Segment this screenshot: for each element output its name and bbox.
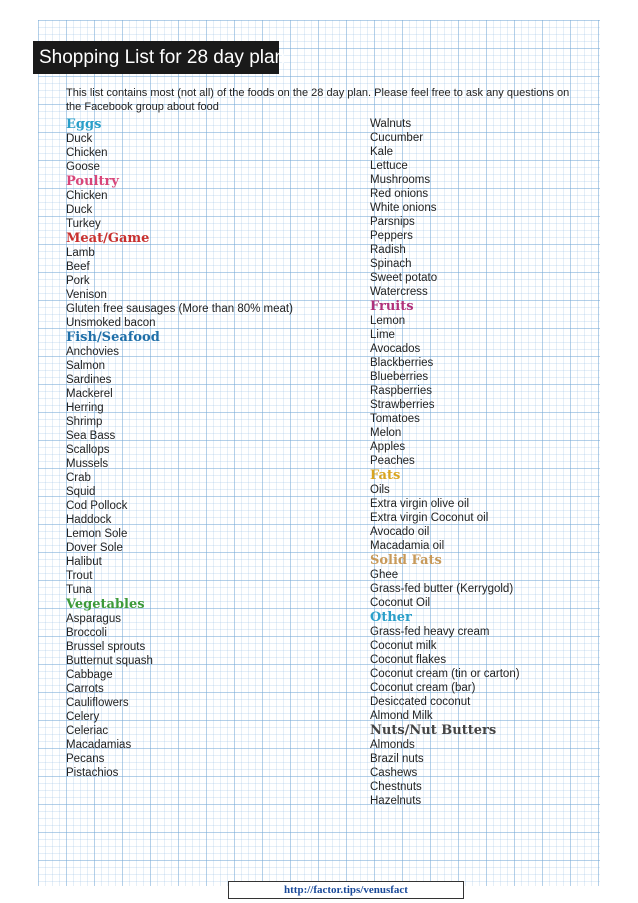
list-item: Parsnips [370, 216, 415, 228]
page-title: Shopping List for 28 day plan [33, 41, 279, 74]
list-item: Lemon [370, 315, 406, 327]
list-item: Turkey [66, 218, 101, 230]
list-item: Pork [66, 275, 90, 287]
list-item: Coconut flakes [370, 654, 447, 666]
left-column [66, 117, 346, 780]
list-item: Halibut [66, 556, 102, 568]
list-item: Lettuce [370, 160, 408, 172]
list-item: Grass-fed butter (Kerrygold) [370, 583, 514, 595]
list-item: Strawberries [370, 399, 435, 411]
list-item: Tuna [66, 584, 92, 596]
list-item: Scallops [66, 444, 110, 456]
list-item: Celeriac [66, 725, 109, 737]
list-item: Desiccated coconut [370, 696, 471, 708]
list-item: Celery [66, 711, 100, 723]
list-item: Chicken [66, 190, 108, 202]
list-item: Cod Pollock [66, 500, 128, 512]
right-column [370, 117, 610, 808]
list-item: Herring [66, 402, 104, 414]
section-heading: Fish/Seafood [66, 330, 160, 345]
section-heading: Meat/Game [66, 231, 150, 246]
list-item: Crab [66, 472, 91, 484]
list-item: Pistachios [66, 767, 119, 779]
list-item: Mushrooms [370, 174, 431, 186]
list-item: Grass-fed heavy cream [370, 626, 490, 638]
section-heading: Other [370, 610, 412, 625]
list-item: Mackerel [66, 388, 113, 400]
list-item: Cashews [370, 767, 418, 779]
list-item: Lamb [66, 247, 95, 259]
list-item: Macadamias [66, 739, 132, 751]
list-item: Ghee [370, 569, 399, 581]
list-item: Almonds [370, 739, 415, 751]
list-item: Spinach [370, 258, 412, 270]
list-item: Hazelnuts [370, 795, 422, 807]
list-item: Anchovies [66, 346, 120, 358]
list-item: Blueberries [370, 371, 429, 383]
list-item: Coconut cream (bar) [370, 682, 476, 694]
list-item: Chestnuts [370, 781, 422, 793]
section-heading: Fruits [370, 299, 414, 314]
list-item: Mussels [66, 458, 109, 470]
list-item: Almond Milk [370, 710, 433, 722]
list-item: Duck [66, 204, 93, 216]
list-item: Carrots [66, 683, 104, 695]
list-item: Duck [66, 133, 93, 145]
list-item: Salmon [66, 360, 105, 372]
list-item: Coconut cream (tin or carton) [370, 668, 520, 680]
list-item: Lime [370, 329, 395, 341]
list-item: Coconut Oil [370, 597, 431, 609]
intro-text: This list contains most (not all) of the foods on the 28 day plan. Please feel free to ask any questions on the Facebook group about food [66, 87, 570, 113]
list-item: Extra virgin olive oil [370, 498, 470, 510]
list-item: Haddock [66, 514, 112, 526]
list-item: Walnuts [370, 118, 412, 130]
list-item: Watercress [370, 286, 428, 298]
list-item: Extra virgin Coconut oil [370, 512, 489, 524]
list-item: Coconut milk [370, 640, 437, 652]
list-item: Avocado oil [370, 526, 430, 538]
list-item: Avocados [370, 343, 421, 355]
list-item: Cauliflowers [66, 697, 129, 709]
list-item: Brussel sprouts [66, 641, 146, 653]
list-item: Dover Sole [66, 542, 123, 554]
list-item: Pecans [66, 753, 105, 765]
list-item: Venison [66, 289, 107, 301]
list-item: Tomatoes [370, 413, 420, 425]
list-item: Sardines [66, 374, 112, 386]
list-item: Apples [370, 441, 406, 453]
list-item: Macadamia oil [370, 540, 445, 552]
list-item: Oils [370, 484, 390, 496]
list-item: Blackberries [370, 357, 434, 369]
list-item: Trout [66, 570, 93, 582]
section-heading: Poultry [66, 174, 119, 189]
list-item: Brazil nuts [370, 753, 424, 765]
section-heading: Solid Fats [370, 553, 442, 568]
list-item: Chicken [66, 147, 108, 159]
list-item: Sweet potato [370, 272, 438, 284]
list-item: Cucumber [370, 132, 424, 144]
footer-url[interactable]: http://factor.tips/venusfact [228, 881, 464, 899]
section-heading: Fats [370, 468, 401, 483]
section-heading: Eggs [66, 117, 102, 132]
list-item: Broccoli [66, 627, 107, 639]
list-item: Peaches [370, 455, 415, 467]
list-item: Peppers [370, 230, 413, 242]
list-item: White onions [370, 202, 437, 214]
list-item: Shrimp [66, 416, 103, 428]
list-item: Radish [370, 244, 406, 256]
list-item: Kale [370, 146, 394, 158]
section-heading: Nuts/Nut Butters [370, 723, 497, 738]
list-item: Asparagus [66, 613, 121, 625]
list-item: Squid [66, 486, 96, 498]
list-item: Gluten free sausages (More than 80% meat) [66, 303, 293, 315]
section-heading: Vegetables [66, 597, 145, 612]
list-item: Lemon Sole [66, 528, 128, 540]
list-item: Sea Bass [66, 430, 116, 442]
list-item: Melon [370, 427, 402, 439]
list-item: Goose [66, 161, 100, 173]
list-item: Beef [66, 261, 90, 273]
list-item: Red onions [370, 188, 429, 200]
list-item: Butternut squash [66, 655, 153, 667]
list-item: Cabbage [66, 669, 113, 681]
list-item: Raspberries [370, 385, 432, 397]
list-item: Unsmoked bacon [66, 317, 156, 329]
